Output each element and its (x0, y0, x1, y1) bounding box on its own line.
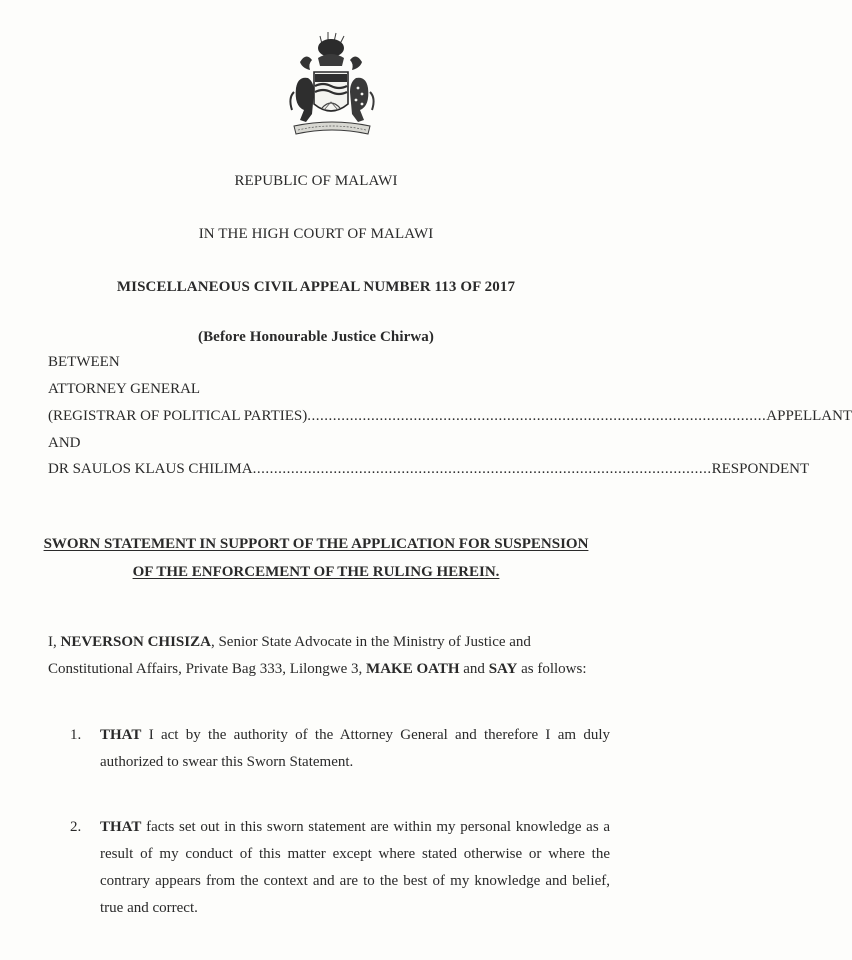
make-oath: MAKE OATH (366, 661, 460, 677)
paragraph-body (100, 722, 610, 776)
paragraph-lead: THAT (100, 727, 142, 743)
intro-text-2: Constitutional Affairs, Private Bag 333, Lilongwe 3, (48, 661, 367, 677)
numbered-paragraph-1 (70, 722, 610, 776)
paragraph-text: I act by the authority of the Attorney General and therefore I am duly authorized to swear this Sworn Statement. (100, 727, 610, 770)
respondent-row (48, 461, 810, 478)
intro-prefix: I, (48, 634, 61, 650)
appellant-row (48, 408, 852, 425)
between-label: BETWEEN (48, 354, 120, 370)
intro-suffix: as follows: (517, 661, 587, 677)
say: SAY (488, 661, 518, 677)
appellant-role: APPELLANT (766, 408, 852, 424)
case-number-heading: MISCELLANEOUS CIVIL APPEAL NUMBER 113 OF 2017 (116, 279, 516, 295)
judge-heading: (Before Honourable Justice Chirwa) (197, 329, 434, 345)
paragraph-number: 1. (70, 727, 82, 743)
court-heading: IN THE HIGH COURT OF MALAWI (198, 226, 434, 242)
respondent-name: DR SAULOS KLAUS CHILIMA (48, 461, 253, 477)
intro-paragraph (48, 629, 618, 683)
deponent-name: NEVERSON CHISIZA (60, 634, 211, 650)
paragraph-lead: THAT (100, 819, 142, 835)
leader-dots: ............................................................................................................ (307, 408, 767, 424)
statement-title-line2: OF THE ENFORCEMENT OF THE RULING HEREIN. (132, 564, 500, 580)
respondent-role: RESPONDENT (711, 461, 810, 477)
paragraph-text: facts set out in this sworn statement are within my personal knowledge as a result of my conduct of this matter except where stated otherwise or where the contrary appears from the context and are to the best of my knowledge and belief, true and correct. (100, 819, 610, 916)
appellant-office: (REGISTRAR OF POLITICAL PARTIES) (48, 408, 308, 424)
numbered-paragraph-2 (70, 814, 610, 922)
intro-text-1: , Senior State Advocate in the Ministry of Justice and (210, 634, 531, 650)
malawi-coat-of-arms-icon (284, 22, 380, 152)
statement-title-line1: SWORN STATEMENT IN SUPPORT OF THE APPLICATION FOR SUSPENSION (43, 536, 589, 552)
paragraph-body (100, 814, 610, 922)
intro-and: and (459, 661, 489, 677)
country-heading: REPUBLIC OF MALAWI (234, 173, 398, 189)
paragraph-number: 2. (70, 819, 82, 835)
appellant-name: ATTORNEY GENERAL (48, 381, 201, 397)
leader-dots: ............................................................................................................ (252, 461, 712, 477)
and-label: AND (48, 435, 81, 451)
